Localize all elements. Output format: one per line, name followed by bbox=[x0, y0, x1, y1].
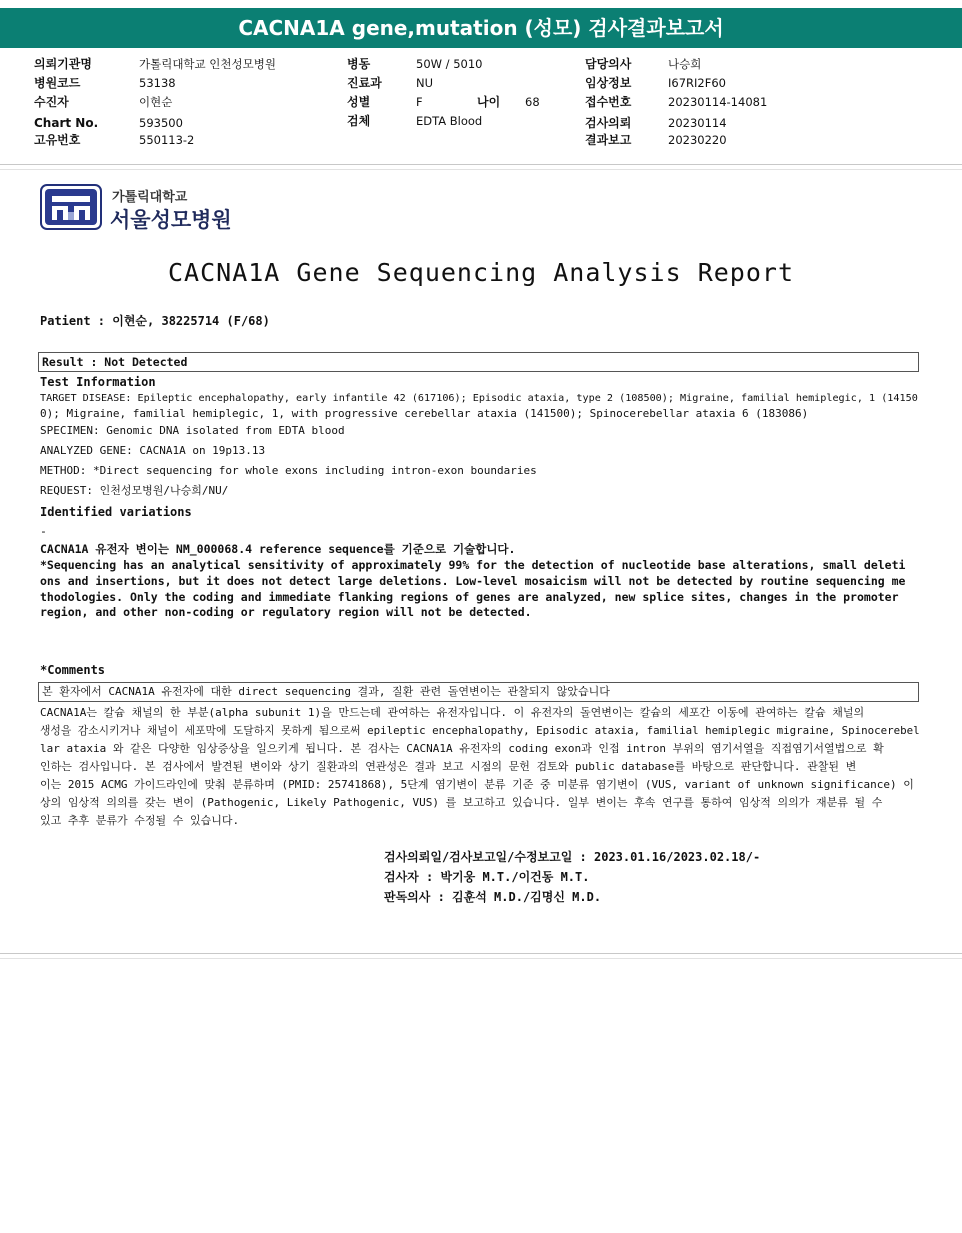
chart-no-label: Chart No. bbox=[34, 116, 99, 130]
hospital-emblem-icon bbox=[40, 184, 102, 234]
age-label: 나이 bbox=[477, 95, 501, 109]
footer-divider-bottom bbox=[0, 958, 962, 959]
specimen-value: EDTA Blood bbox=[416, 114, 483, 128]
specimen-line: SPECIMEN: Genomic DNA isolated from EDTA blood bbox=[40, 424, 345, 437]
ward-value: 50W / 5010 bbox=[416, 57, 483, 71]
request-date-label: 검사의뢰 bbox=[585, 116, 632, 130]
comment-paragraph-line-3: lar ataxia 와 같은 다양한 임상증상을 일으키게 됩니다. 본 검사는 CACNA1A 유전자의 coding exon과 인접 intron 부위의 염기서열을 직접염기서열법으로 확 bbox=[40, 742, 884, 755]
age-value: 68 bbox=[525, 95, 540, 109]
identified-variations-heading: Identified variations bbox=[40, 505, 192, 519]
header-divider-bottom bbox=[0, 169, 962, 170]
report-title: CACNA1A Gene Sequencing Analysis Report bbox=[168, 258, 794, 287]
comment-paragraph-line-4: 인하는 검사입니다. 본 검사에서 발견된 변이와 상기 질환과의 연관성은 결과 보고 시점의 문헌 검토와 public database를 바탕으로 판단합니다. 관찰된 변 bbox=[40, 760, 857, 773]
result-date-value: 20230220 bbox=[668, 133, 727, 147]
sensitivity-note-line-2: ons and insertions, but it does not detect large deletions. Low-level mosaicism will not be detected by routine sequencing me bbox=[40, 574, 906, 588]
report-dates: 검사의뢰일/검사보고일/수정보고일 : 2023.01.16/2023.02.18/- bbox=[384, 850, 761, 864]
logo-university-name: 가톨릭대학교 bbox=[112, 190, 188, 205]
sensitivity-note-line-4: region, and other non-coding or regulatory region will not be detected. bbox=[40, 605, 532, 619]
patient-line: Patient : 이현순, 38225714 (F/68) bbox=[40, 314, 270, 328]
comment-box-text: 본 환자에서 CACNA1A 유전자에 대한 direct sequencing 결과, 질환 관련 돌연변이는 관찰되지 않았습니다 bbox=[42, 685, 610, 698]
sex-value: F bbox=[416, 95, 423, 109]
method-line: METHOD: *Direct sequencing for whole exons including intron-exon boundaries bbox=[40, 464, 537, 477]
test-info-heading: Test Information bbox=[40, 375, 156, 389]
comments-heading: *Comments bbox=[40, 663, 106, 677]
unique-no-value: 550113-2 bbox=[139, 133, 195, 147]
target-disease-line-1: TARGET DISEASE: Epileptic encephalopathy, early infantile 42 (617106); Episodic ataxia, type 2 (108500); Migraine, familial hemiplegic, 1 (14150 bbox=[40, 393, 918, 404]
sensitivity-note-line-1: *Sequencing has an analytical sensitivity of approximately 99% for the detection of nucleotide base alterations, small deleti bbox=[40, 558, 906, 572]
identified-variations-value: - bbox=[40, 524, 47, 538]
reference-note: CACNA1A 유전자 변이는 NM_000068.4 reference sequence를 기준으로 기술합니다. bbox=[40, 542, 516, 556]
unique-no-label: 고유번호 bbox=[34, 133, 81, 147]
footer-divider-top bbox=[0, 953, 962, 954]
department-label: 진료과 bbox=[347, 76, 382, 90]
comment-paragraph-line-2: 생성을 감소시키거나 채널이 세포막에 도달하지 못하게 됨으로써 epileptic encephalopathy, Episodic ataxia, familial hemiplegic migraine, Spinocerebel bbox=[40, 724, 920, 737]
comment-paragraph-line-7: 있고 추후 분류가 수정될 수 있습니다. bbox=[40, 814, 240, 827]
target-disease-line-2: 0); Migraine, familial hemiplegic, 1, with progressive cerebellar ataxia (141500); Spinocerebellar ataxia 6 (183086) bbox=[40, 407, 809, 420]
clinical-info-label: 임상정보 bbox=[585, 76, 632, 90]
examinee-label: 수진자 bbox=[34, 95, 69, 109]
hospital-code-label: 병원코드 bbox=[34, 76, 81, 90]
specimen-label: 검체 bbox=[347, 114, 371, 128]
institution-label: 의뢰기관명 bbox=[34, 57, 92, 71]
receipt-no-label: 접수번호 bbox=[585, 95, 632, 109]
result-text: Result : Not Detected bbox=[42, 355, 188, 369]
examinee-value: 이현순 bbox=[139, 95, 173, 109]
result-box bbox=[38, 352, 919, 372]
ward-label: 병동 bbox=[347, 57, 371, 71]
receipt-no-value: 20230114-14081 bbox=[668, 95, 768, 109]
sex-label: 성별 bbox=[347, 95, 371, 109]
doctor-label: 담당의사 bbox=[585, 57, 632, 71]
request-date-value: 20230114 bbox=[668, 116, 727, 130]
examiner-line: 검사자 : 박기웅 M.T./이건동 M.T. bbox=[384, 870, 590, 884]
comment-box bbox=[38, 682, 919, 702]
header-divider-top bbox=[0, 164, 962, 165]
department-value: NU bbox=[416, 76, 434, 90]
reading-doctor-line: 판독의사 : 김훈석 M.D./김명신 M.D. bbox=[384, 890, 602, 904]
hospital-code-value: 53138 bbox=[139, 76, 176, 90]
sensitivity-note-line-3: thodologies. Only the coding and immediate flanking regions of genes are analyzed, new splice sites, changes in the promoter bbox=[40, 590, 899, 604]
clinical-info-value: I67RI2F60 bbox=[668, 76, 726, 90]
doctor-value: 나승희 bbox=[668, 57, 702, 71]
analyzed-gene-line: ANALYZED GENE: CACNA1A on 19p13.13 bbox=[40, 444, 266, 457]
result-date-label: 결과보고 bbox=[585, 133, 632, 147]
comment-paragraph-line-5: 이는 2015 ACMG 가이드라인에 맞춰 분류하며 (PMID: 25741868), 5단계 염기변이 분류 기준 중 미분류 염기변이 (VUS, variant of unknown significance) 이 bbox=[40, 778, 914, 791]
report-title-bar: CACNA1A gene,mutation (성모) 검사결과보고서 bbox=[0, 8, 962, 48]
chart-no-value: 593500 bbox=[139, 116, 183, 130]
request-line: REQUEST: 인천성모병원/나승희/NU/ bbox=[40, 484, 229, 497]
logo-hospital-name: 서울성모병원 bbox=[110, 208, 232, 232]
comment-paragraph-line-6: 상의 임상적 의의를 갖는 변이 (Pathogenic, Likely Pathogenic, VUS) 를 보고하고 있습니다. 일부 변이는 후속 연구를 통하여 임상적 의의가 재분류 될 수 bbox=[40, 796, 883, 809]
comment-paragraph-line-1: CACNA1A는 칼슘 채널의 한 부분(alpha subunit 1)을 만드는데 관여하는 유전자입니다. 이 유전자의 돌연변이는 칼슘의 세포간 이동에 관여하는 칼슘 채널의 bbox=[40, 706, 865, 719]
institution-value: 가톨릭대학교 인천성모병원 bbox=[139, 57, 276, 71]
